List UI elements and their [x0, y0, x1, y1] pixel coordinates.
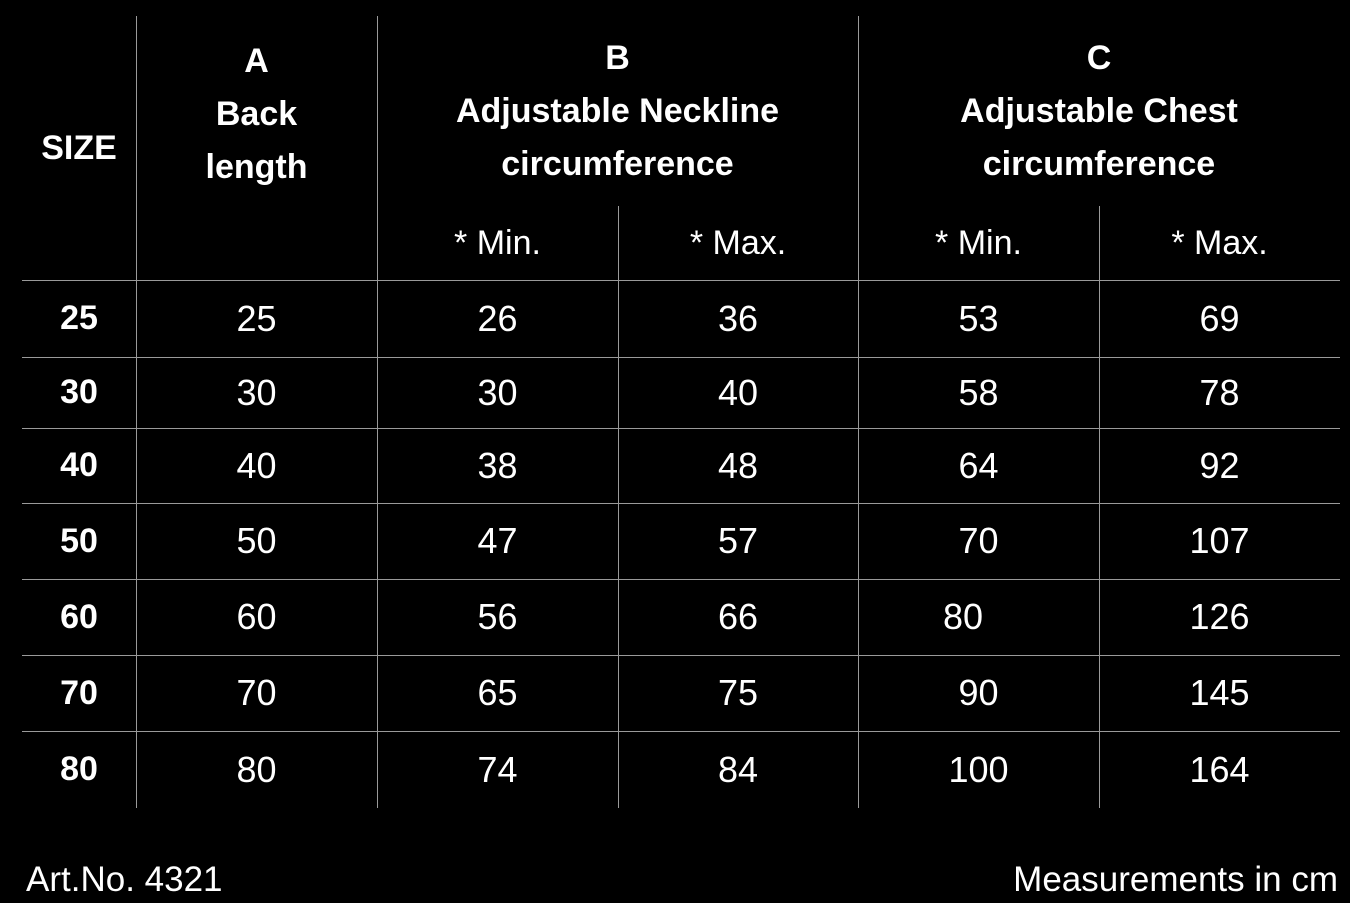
table-cell-b-min: 38	[477, 444, 518, 486]
table-cell-b-max: 84	[717, 748, 759, 790]
col-a-letter: A	[244, 41, 269, 80]
size-chart-table	[22, 16, 1340, 808]
table-cell-size: 40	[60, 446, 98, 484]
table-cell-c-max: 145	[1189, 672, 1250, 713]
units-note: Measurements in cm	[1013, 860, 1338, 899]
header-col-c	[858, 31, 1340, 191]
subheader-b-min: * Min.	[454, 223, 541, 262]
table-cell-b-min: 47	[477, 520, 518, 561]
table-cell-b-min: 65	[477, 672, 518, 713]
size-header-label: SIZE	[41, 128, 117, 167]
table-cell-c-max: 107	[1189, 520, 1250, 561]
table-cell-size: 50	[60, 521, 98, 560]
table-cell-a: 80	[236, 748, 277, 790]
header-col-b	[377, 31, 858, 191]
table-cell-a: 50	[236, 520, 277, 561]
table-cell-a: 30	[236, 371, 277, 413]
table-cell-c-min: 80	[942, 596, 984, 637]
table-cell-a: 25	[236, 297, 277, 339]
header-size	[22, 16, 136, 280]
table-cell-size: 30	[60, 373, 98, 411]
table-cell-a: 70	[236, 672, 277, 713]
table-cell-c-max: 126	[1189, 596, 1250, 637]
col-a-line2: length	[205, 147, 308, 186]
col-c-letter: C	[1086, 38, 1112, 77]
subheader-c-min: * Min.	[935, 223, 1022, 262]
table-cell-a: 60	[236, 596, 277, 637]
table-cell-c-min: 64	[958, 444, 999, 486]
table-cell-b-max: 75	[717, 672, 759, 713]
table-cell-size: 60	[60, 597, 98, 636]
table-cell-b-min: 56	[477, 596, 518, 637]
header-col-a	[136, 34, 377, 194]
col-b-letter: B	[605, 38, 630, 77]
subheader-b-max: * Max.	[689, 223, 787, 262]
table-cell-c-min: 53	[958, 297, 999, 339]
table-cell-b-min: 74	[477, 748, 518, 790]
table-cell-c-max: 164	[1189, 748, 1250, 790]
table-cell-b-max: 36	[717, 297, 759, 339]
table-cell-c-min: 100	[948, 748, 1009, 790]
table-cell-size: 70	[60, 673, 98, 712]
col-c-line1: Adjustable Chest	[960, 91, 1238, 130]
table-cell-c-max: 92	[1199, 444, 1240, 486]
table-cell-b-min: 26	[477, 297, 518, 339]
table-cell-b-max: 48	[717, 444, 759, 486]
col-b-line2: circumference	[501, 144, 734, 183]
table-cell-b-max: 57	[717, 520, 759, 561]
table-cell-b-min: 30	[477, 371, 518, 413]
table-cell-c-min: 70	[958, 520, 999, 561]
table-cell-size: 80	[60, 750, 98, 788]
col-b-line1: Adjustable Neckline	[455, 91, 780, 130]
subheader-c-max: * Max.	[1171, 223, 1268, 262]
table-cell-size: 25	[60, 299, 98, 337]
table-cell-c-min: 58	[958, 371, 999, 413]
col-c-line2: circumference	[982, 144, 1216, 183]
article-number: Art.No. 4321	[26, 860, 223, 899]
col-a-line1: Back	[215, 94, 298, 133]
table-cell-c-max: 69	[1199, 297, 1240, 339]
table-cell-b-max: 40	[717, 371, 759, 413]
table-cell-c-min: 90	[958, 672, 999, 713]
table-cell-b-max: 66	[717, 596, 759, 637]
table-cell-c-max: 78	[1199, 371, 1240, 413]
table-cell-a: 40	[236, 444, 277, 486]
